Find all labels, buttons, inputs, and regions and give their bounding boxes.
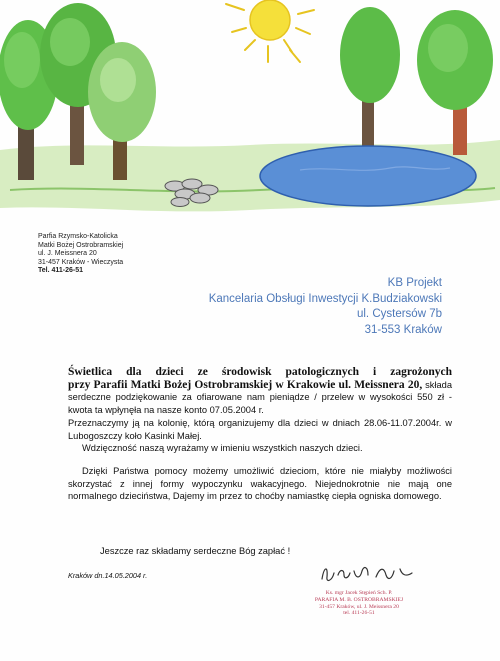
recipient-line: KB Projekt <box>387 277 442 289</box>
stamp-line: tel. 411-26-51 <box>343 610 375 617</box>
lead-line-text: Świetlica dla dzieci ze środowisk patologicznych i zagrożonych <box>68 366 452 378</box>
crayon-drawing <box>0 0 500 222</box>
paragraph-3: Wdzięczność naszą wyrażamy w imieniu wszystkich naszych dzieci. <box>82 443 363 454</box>
paragraph-4: Dzięki Państwa pomocy możemy umożliwić dzieciom, które nie miałyby możliwości skorzystać z innej formy wypoczynku wakacyjnego. Niejednokrotnie nie mają one normalnego dzieciństwa, Dajemy im przez to choćby namiastkę ciepła ogniska domowego. <box>68 465 452 502</box>
sender-line: ul. J. Meissnera 20 <box>38 250 97 258</box>
sender-line: 31-457 Kraków - Wieczysta <box>38 258 124 266</box>
lead-line <box>68 366 452 379</box>
closing-line: Jeszcze raz składamy serdeczne Bóg zapłać ! <box>100 546 291 556</box>
sender-line: Parfia Rzymsko-Katolicka <box>38 233 118 240</box>
recipient-line: 31-553 Kraków <box>364 323 442 336</box>
recipient-line: Kancelaria Obsługi Inwestycji K.Budziakowski <box>208 292 442 305</box>
pond <box>260 146 476 206</box>
recipient-line: ul. Cystersów 7b <box>356 308 442 320</box>
place-date: Kraków dn.14.05.2004 r. <box>68 571 148 580</box>
parish-stamp <box>300 590 418 617</box>
lead-line-text: przy Parafii Matki Bożej Ostrobramskiej w Krakowie ul. Meissnera 20, <box>68 378 423 391</box>
paragraph-1 <box>68 379 452 417</box>
sender-address <box>38 233 123 276</box>
sender-phone: Tel. 411-26-51 <box>38 267 84 275</box>
signature-icon <box>318 561 418 587</box>
paragraph-1-text: składa serdeczne podziękowanie za ofiarowane nam pieniądze / przelew w wysokości 550 zł - kwota ta wpłynęła na nasze konto 07.05.2004 r. <box>68 379 452 416</box>
stamp-line: 31-457 Kraków, ul. J. Meissnera 20 <box>319 603 399 610</box>
stamp-line: PARAFIA M. B. OSTROBRAMSKIEJ <box>314 596 404 603</box>
letter-body <box>68 366 452 503</box>
recipient-address <box>209 276 442 338</box>
stamp-line: Ks. mgr Jacek Stępień Sch. P. <box>325 590 393 596</box>
paragraph-2: Przeznaczymy ją na kolonię, którą organizujemy dla dzieci w dniach 28.06-11.07.2004r. w Lubogoszczy koło Kasinki Małej. <box>68 417 452 441</box>
sender-line: Matki Bożej Ostrobramskiej <box>38 241 124 249</box>
